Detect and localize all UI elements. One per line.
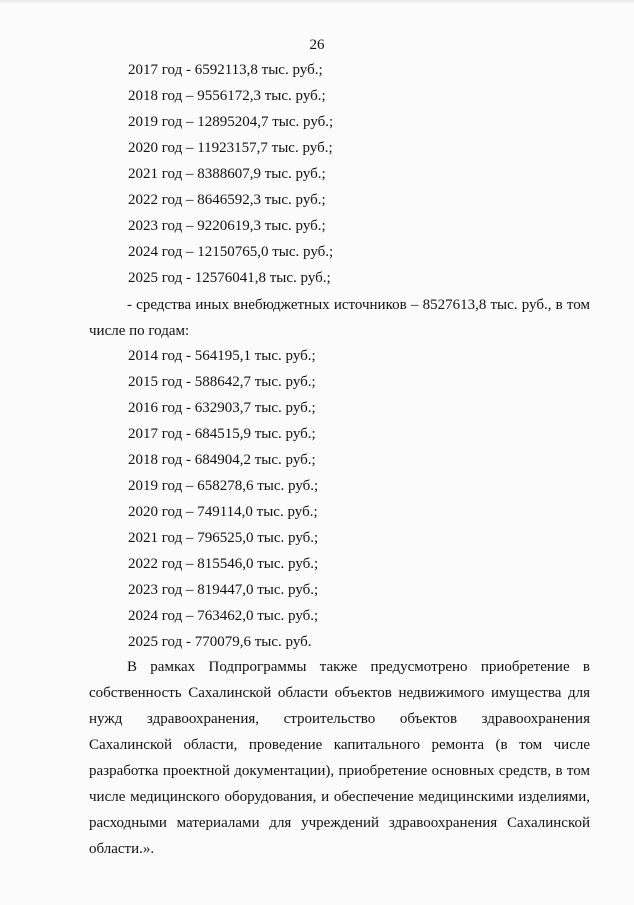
list-a-item: 2024 год – 12150765,0 тыс. руб.; — [128, 244, 334, 260]
list-b-item: 2019 год – 658278,6 тыс. руб.; — [128, 478, 319, 494]
list-a-item: 2025 год - 12576041,8 тыс. руб.; — [128, 270, 331, 286]
list-a-item: 2023 год – 9220619,3 тыс. руб.; — [128, 218, 326, 234]
list-b-item: 2025 год - 770079,6 тыс. руб. — [128, 634, 312, 650]
list-b-item: 2017 год - 684515,9 тыс. руб.; — [128, 426, 316, 442]
closing-paragraph: В рамках Подпрограммы также предусмотрено приобретение в собственность Сахалинской области объектов недвижимого имущества для нужд здравоохранения, строительство объектов здравоохранения Сахалинской области, проведение капитального ремонта (в том числе разработка проектной документации), приобретение основных средств, в том числе медицинского оборудования, и обеспечение медицинскими изделиями, расходными материалами для учреждений здравоохранения Сахалинской области.». — [89, 659, 590, 857]
list-b-item: 2015 год - 588642,7 тыс. руб.; — [128, 374, 316, 390]
list-b-item: 2023 год – 819447,0 тыс. руб.; — [128, 582, 319, 598]
list-b-item: 2024 год – 763462,0 тыс. руб.; — [128, 608, 319, 624]
page-number: 26 — [309, 37, 325, 53]
scan-edge — [0, 0, 634, 4]
list-b-item: 2016 год - 632903,7 тыс. руб.; — [128, 400, 316, 416]
list-b-item: 2020 год – 749114,0 тыс. руб.; — [128, 504, 318, 520]
list-a-item: 2022 год – 8646592,3 тыс. руб.; — [128, 192, 326, 208]
list-a-item: 2021 год – 8388607,9 тыс. руб.; — [128, 166, 326, 182]
other-sources-intro: - средства иных внебюджетных источников – 8527613,8 тыс. руб., в том числе по годам: — [89, 297, 590, 339]
list-a-item: 2018 год – 9556172,3 тыс. руб.; — [128, 88, 326, 104]
list-a-item: 2019 год – 12895204,7 тыс. руб.; — [128, 114, 334, 130]
list-b-item: 2018 год - 684904,2 тыс. руб.; — [128, 452, 316, 468]
list-b-item: 2021 год – 796525,0 тыс. руб.; — [128, 530, 319, 546]
list-b-item: 2014 год - 564195,1 тыс. руб.; — [128, 348, 316, 364]
list-a-item: 2020 год – 11923157,7 тыс. руб.; — [128, 140, 333, 156]
list-b-item: 2022 год – 815546,0 тыс. руб.; — [128, 556, 319, 572]
list-a-item: 2017 год - 6592113,8 тыс. руб.; — [128, 62, 323, 78]
